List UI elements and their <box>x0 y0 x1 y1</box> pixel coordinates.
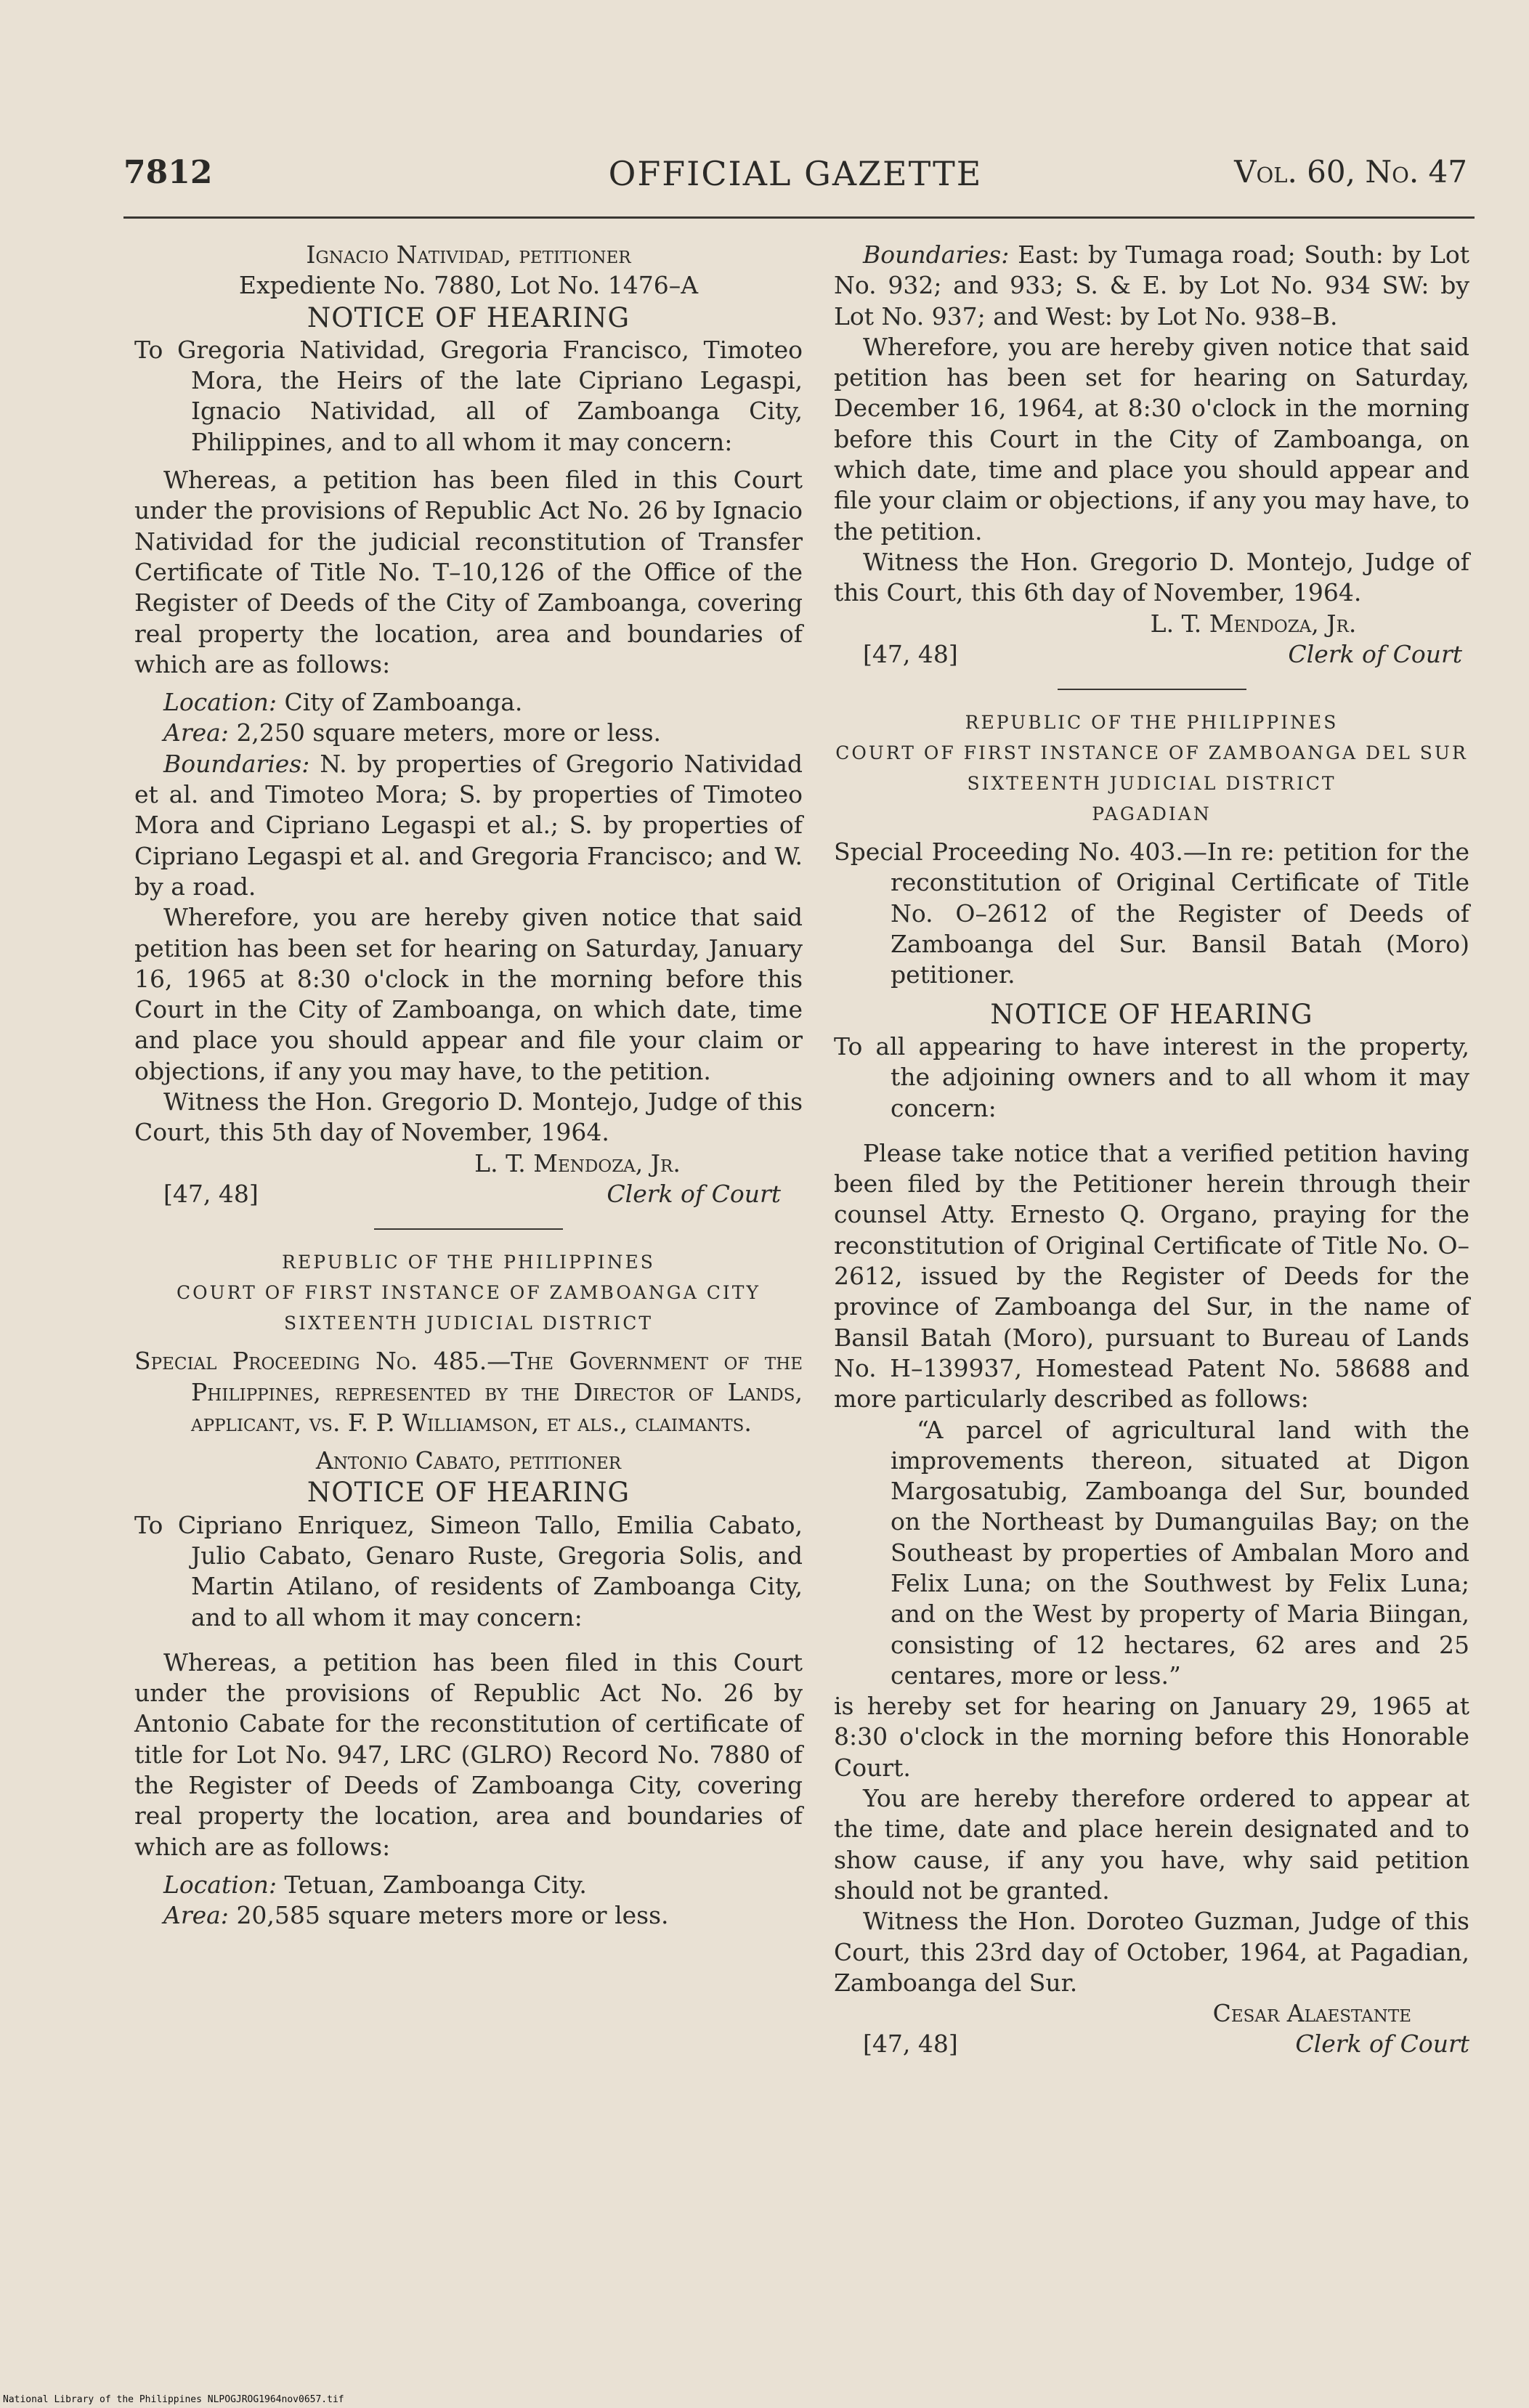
area-value: 2,250 square meters, more or less. <box>236 718 662 747</box>
page-header <box>123 154 1467 205</box>
notice-heading: NOTICE OF HEARING <box>307 301 630 333</box>
signature-block <box>834 639 1469 670</box>
boundaries-label: Boundaries: <box>863 240 1010 269</box>
location-value: City of Zamboanga. <box>284 688 523 717</box>
location-label: Location: <box>163 1870 277 1899</box>
notice-cabato <box>134 1247 803 1931</box>
boundaries-line <box>834 240 1469 332</box>
location-label: Location: <box>163 688 277 717</box>
section-divider <box>1058 689 1246 690</box>
boundaries-line <box>134 749 803 902</box>
issue-numbers: [47, 48] <box>163 1179 259 1208</box>
notice-batah <box>834 708 1469 2060</box>
hearing-set-paragraph: is hereby set for hearing on January 29, 1965 at 8:30 o'clock in the morning before this Honorable Court. <box>834 1692 1469 1782</box>
area-value: 20,585 square meters more or less. <box>236 1901 669 1930</box>
petitioner-line: Ignacio Natividad, petitioner <box>306 240 631 269</box>
section-divider <box>374 1228 563 1230</box>
notice-cabato-continued <box>834 240 1469 670</box>
right-column <box>834 240 1469 2060</box>
court-header-line-1: REPUBLIC OF THE PHILIPPINES <box>965 712 1339 734</box>
court-header-line-4: PAGADIAN <box>1092 803 1212 825</box>
addressee-paragraph: To Gregoria Natividad, Gregoria Francisco, Timoteo Mora, the Heirs of the late Cipriano Legaspi, Ignacio Natividad, all of Zamboanga City, Philippines, and to all whom it may concern: <box>134 335 803 456</box>
location-line <box>134 687 803 718</box>
wherefore-paragraph: Wherefore, you are hereby given notice that said petition has been set for hearing on Saturday, December 16, 1964, at 8:30 o'clock in the morning before this Court in the City of Zamboanga, on which date, time and place you should appear and file your claim or objections, if any you may have, to the petition. <box>834 332 1469 546</box>
notice-heading: NOTICE OF HEARING <box>307 1477 630 1509</box>
expediente-line: Expediente No. 7880, Lot No. 1476–A <box>238 271 699 300</box>
header-rule <box>123 216 1475 219</box>
court-header-line-2: COURT OF FIRST INSTANCE OF ZAMBOANGA CITY <box>177 1282 761 1304</box>
signer-name: L. T. Mendoza, Jr. <box>1150 609 1357 638</box>
notice-heading: NOTICE OF HEARING <box>990 998 1313 1030</box>
issue-numbers: [47, 48] <box>863 2030 958 2059</box>
signer-title: Clerk of Court <box>607 1179 781 1208</box>
area-line <box>134 718 803 748</box>
addressee-paragraph: To all appearing to have interest in the property, the adjoining owners and to all whom it may concern: <box>834 1031 1469 1122</box>
witness-paragraph: Witness the Hon. Gregorio D. Montejo, Judge of this Court, this 5th day of November, 1964. <box>134 1087 803 1147</box>
wherefore-paragraph: Wherefore, you are hereby given notice that said petition has been set for hearing on Saturday, January 16, 1965 at 8:30 o'clock in the morning before this Court in the City of Zamboanga, on which date, time and place you should appear and file your claim or objections, if any you may have, to the petition. <box>134 903 803 1085</box>
property-description-quote: “A parcel of agricultural land with the improvements thereon, situated at Digon Margosatubig, Zamboanga del Sur, bounded on the Northeast by Dumanguilas Bay; on the Southeast by properties of Ambalan Moro and Felix Luna; on the Southwest by Felix Luna; and on the West by property of Maria Biingan, consisting of 12 hectares, 62 ares and 25 centares, more or less.” <box>891 1415 1469 1690</box>
boundaries-value: N. by properties of Gregorio Natividad et al. and Timoteo Mora; S. by properties of Timoteo Mora and Cipriano Legaspi et al.; S. by properties of Cipriano Legaspi et al. and Gregoria Francisco; and W. by a road. <box>134 749 803 901</box>
court-header-line-3: SIXTEENTH JUDICIAL DISTRICT <box>967 773 1337 795</box>
location-value: Tetuan, Zamboanga City. <box>284 1870 587 1899</box>
witness-paragraph: Witness the Hon. Doroteo Guzman, Judge of this Court, this 23rd day of October, 1964, at Pagadian, Zamboanga del Sur. <box>834 1907 1469 1997</box>
issue-numbers: [47, 48] <box>863 639 958 668</box>
notice-natividad <box>134 240 803 1209</box>
area-line <box>134 1900 803 1931</box>
boundaries-value: East: by Tumaga road; South: by Lot No. 932; and 933; S. & E. by Lot No. 934 SW: by Lot No. 937; and West: by Lot No. 938–B. <box>834 240 1470 331</box>
area-label: Area: <box>163 718 229 747</box>
court-header-line-1: REPUBLIC OF THE PHILIPPINES <box>282 1252 655 1273</box>
witness-paragraph: Witness the Hon. Gregorio D. Montejo, Judge of this Court, this 6th day of November, 1964. <box>834 547 1469 607</box>
boundaries-label: Boundaries: <box>163 749 310 778</box>
volume-number: Vol. 60, No. 47 <box>1234 154 1467 190</box>
page-number: 7812 <box>123 154 213 191</box>
addressee-paragraph: To Cipriano Enriquez, Simeon Tallo, Emilia Cabato, Julio Cabato, Genaro Ruste, Gregoria Solis, and Martin Atilano, of residents of Zamboanga City, and to all whom it may concern: <box>134 1510 803 1631</box>
area-label: Area: <box>163 1901 229 1930</box>
signature-block <box>134 1179 803 1209</box>
signer-name: L. T. Mendoza, Jr. <box>474 1148 681 1177</box>
left-column <box>134 240 803 1931</box>
whereas-paragraph: Whereas, a petition has been filed in this Court under the provisions of Republic Act No. 26 by Ignacio Natividad for the judicial reconstitution of Transfer Certificate of Title No. T–10,126 of the Office of the Register of Deeds of the City of Zamboanga, covering real property the location, area and boundaries of which are as follows: <box>134 466 803 678</box>
signer-title: Clerk of Court <box>1295 2030 1469 2059</box>
scan-footer: National Library of the Philippines NLPOGJROG1964nov0657.tif <box>3 2394 344 2405</box>
ordered-paragraph: You are hereby therefore ordered to appear at the time, date and place herein designated and to show cause, if any you have, why said petition should not be granted. <box>834 1784 1469 1905</box>
signer-name: Cesar Alaestante <box>1212 1999 1411 2028</box>
publication-title: OFFICIAL GAZETTE <box>608 154 983 193</box>
whereas-paragraph: Whereas, a petition has been filed in this Court under the provisions of Republic Act No. 26 by Antonio Cabate for the reconstitution of certificate of title for Lot No. 947, LRC (GLRO) Record No. 7880 of the Register of Deeds of Zamboanga City, covering real property the location, area and boundaries of which are as follows: <box>134 1647 803 1861</box>
signature-block <box>834 2029 1469 2059</box>
court-header-line-3: SIXTEENTH JUDICIAL DISTRICT <box>283 1313 654 1334</box>
location-line <box>134 1870 803 1900</box>
proceeding-paragraph: Special Proceeding No. 403.—In re: petition for the reconstitution of Original Certificate of Title No. O–2612 of the Register of Deeds of Zamboanga del Sur. Bansil Batah (Moro) petitioner. <box>834 838 1469 989</box>
court-header-line-2: COURT OF FIRST INSTANCE OF ZAMBOANGA DEL SUR <box>835 742 1468 764</box>
proceeding-paragraph: Special Proceeding No. 485.—The Government of the Philippines, represented by the Director of Lands, applicant, vs. F. P. Williamson, et als., claimants. <box>134 1347 803 1437</box>
petitioner-line: Antonio Cabato, petitioner <box>315 1446 622 1475</box>
signer-title: Clerk of Court <box>1288 639 1462 668</box>
please-take-notice-paragraph: Please take notice that a verified petition having been filed by the Petitioner herein through their counsel Atty. Ernesto Q. Organo, praying for the reconstitution of Original Certificate of Title No. O–2612, issued by the Register of Deeds for the province of Zamboanga del Sur, in the name of Bansil Batah (Moro), pursuant to Bureau of Lands No. H–139937, Homestead Patent No. 58688 and more particularly described as follows: <box>834 1138 1469 1414</box>
